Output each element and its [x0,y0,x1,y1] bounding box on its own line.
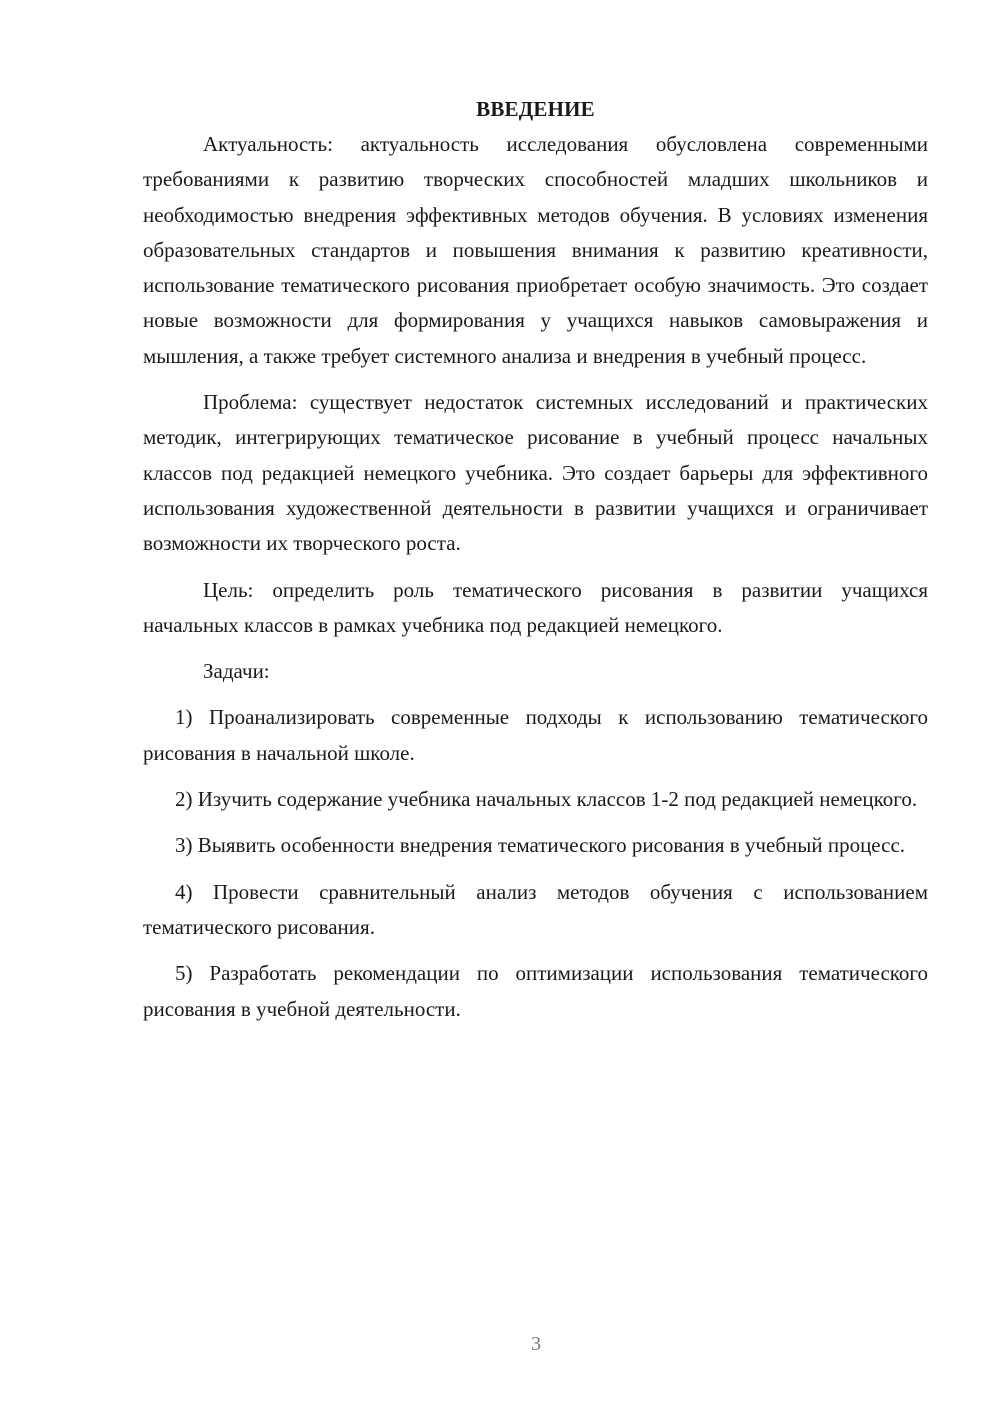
task-item: 4) Провести сравнительный анализ методов обучения с использованием тематического рисования. [143,879,928,939]
tasks-label: Задачи: [203,659,270,684]
paragraph-relevance: Актуальность: актуальность исследования обусловлена современными требованиями к развитию творческих способностей младших школьников и необходимостью внедрения эффективных методов обучения. В условиях изменения образовательных стандартов и повышения внимания к развитию креативности, использование тематического рисования приобретает особую значимость. Это создает новые возможности для формирования у учащихся навыков самовыражения и мышления, а также требует системного анализа и внедрения в учебный процесс. [143,132,928,368]
task-item: 1) Проанализировать современные подходы к использованию тематического рисования в начальной школе. [143,705,928,765]
task-item: 5) Разработать рекомендации по оптимизации использования тематического рисования в учебной деятельности. [143,961,928,1021]
page-number: 3 [531,1333,541,1355]
paragraph-problem: Проблема: существует недостаток системных исследований и практических методик, интегрирующих тематическое рисование в учебный процесс начальных классов под редакцией немецкого учебника. Это создает барьеры для эффективного использования художественной деятельности в развитии учащихся и ограничивает возможности их творческого роста. [143,390,928,556]
paragraph-goal: Цель: определить роль тематического рисования в развитии учащихся начальных классов в рамках учебника под редакцией немецкого. [143,577,928,637]
task-item: 2) Изучить содержание учебника начальных классов 1-2 под редакцией немецкого. [175,787,918,812]
document-page [143,92,928,1027]
section-heading: ВВЕДЕНИЕ [476,97,595,121]
task-item: 3) Выявить особенности внедрения тематического рисования в учебный процесс. [175,833,906,858]
